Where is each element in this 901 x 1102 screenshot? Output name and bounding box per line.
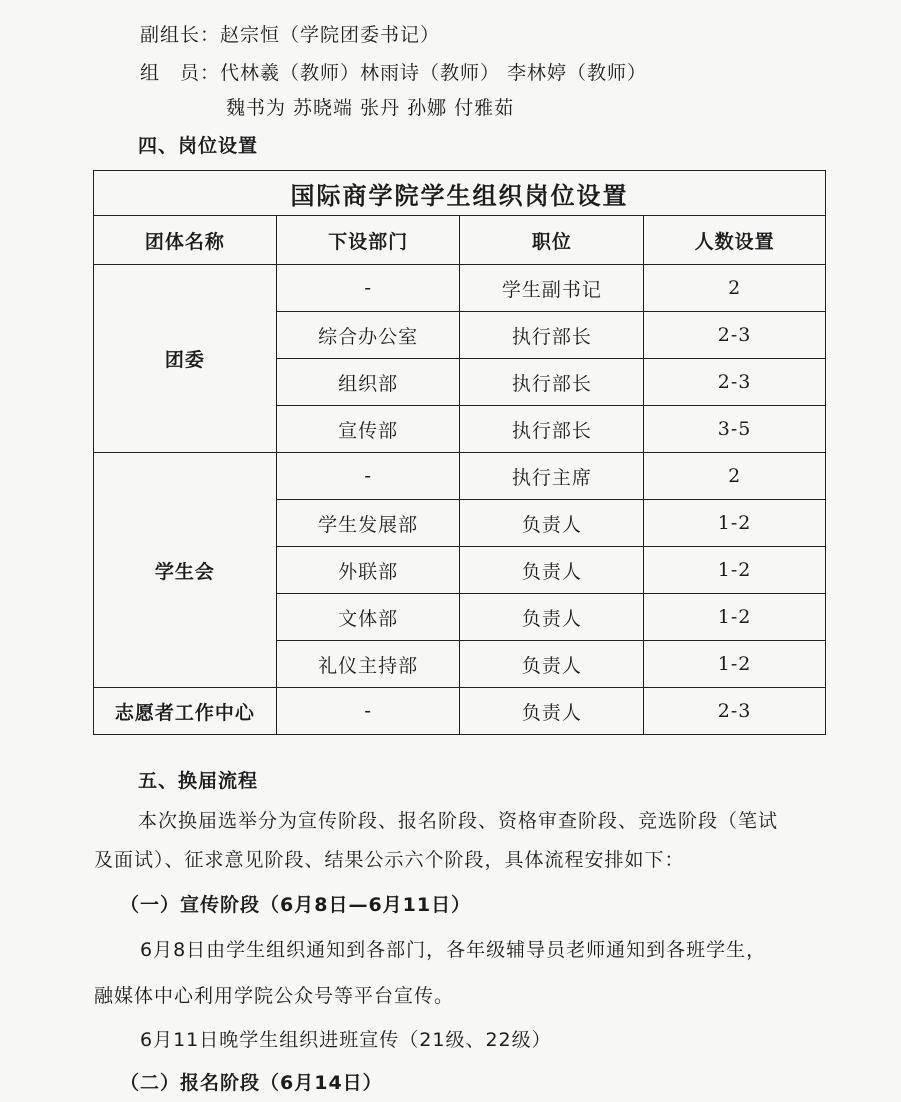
dept-cell: -	[276, 688, 460, 735]
table-row	[94, 265, 826, 312]
position-cell: 负责人	[460, 641, 644, 688]
group-name-cell: 学生会	[94, 453, 277, 688]
dept-cell: 外联部	[276, 547, 460, 594]
position-cell: 执行主席	[460, 453, 644, 500]
position-cell: 执行部长	[460, 312, 644, 359]
dept-cell: 组织部	[276, 359, 460, 406]
stage-1-paragraph-2: 6月11日晚学生组织进班宣传（21级、22级）	[140, 1029, 552, 1051]
group-name-cell: 团委	[94, 265, 277, 453]
position-cell: 负责人	[460, 500, 644, 547]
dept-cell: 宣传部	[276, 406, 460, 453]
count-cell: 2-3	[644, 312, 826, 359]
table-row	[94, 688, 826, 735]
intro-paragraph-line-2: 及面试）、征求意见阶段、结果公示六个阶段，具体流程安排如下：	[94, 849, 685, 871]
dept-cell: 学生发展部	[276, 500, 460, 547]
stage-1-paragraph-line-1: 6月8日由学生组织通知到各部门，各年级辅导员老师通知到各班学生，	[140, 939, 767, 961]
position-cell: 负责人	[460, 594, 644, 641]
members-line-continued: 魏书为 苏晓端 张丹 孙娜 付雅茹	[226, 97, 515, 119]
position-cell: 执行部长	[460, 359, 644, 406]
count-cell: 1-2	[644, 594, 826, 641]
position-cell: 负责人	[460, 547, 644, 594]
post-settings-table	[93, 170, 826, 735]
intro-paragraph-line-1: 本次换届选举分为宣传阶段、报名阶段、资格审查阶段、竞选阶段（笔试	[138, 810, 779, 832]
section-4-heading: 四、岗位设置	[138, 135, 259, 157]
column-header: 职位	[460, 216, 644, 265]
count-cell: 1-2	[644, 641, 826, 688]
stage-1-heading: （一）宣传阶段（6月8日—6月11日）	[120, 894, 472, 916]
count-cell: 1-2	[644, 547, 826, 594]
count-cell: 2-3	[644, 359, 826, 406]
count-cell: 1-2	[644, 500, 826, 547]
column-header: 下设部门	[276, 216, 460, 265]
dept-cell: -	[276, 453, 460, 500]
section-5-heading: 五、换届流程	[138, 770, 259, 792]
dept-cell: 文体部	[276, 594, 460, 641]
stage-2-heading: （二）报名阶段（6月14日）	[120, 1072, 383, 1094]
position-cell: 执行部长	[460, 406, 644, 453]
table-header-row	[94, 216, 826, 265]
position-cell: 学生副书记	[460, 265, 644, 312]
dept-cell: -	[276, 265, 460, 312]
column-header: 人数设置	[644, 216, 826, 265]
dept-cell: 综合办公室	[276, 312, 460, 359]
count-cell: 3-5	[644, 406, 826, 453]
column-header: 团体名称	[94, 216, 277, 265]
count-cell: 2	[644, 453, 826, 500]
vice-leader-line: 副组长：赵宗恒（学院团委书记）	[140, 24, 441, 46]
count-cell: 2-3	[644, 688, 826, 735]
dept-cell: 礼仪主持部	[276, 641, 460, 688]
table-row	[94, 453, 826, 500]
table-title: 国际商学院学生组织岗位设置	[94, 171, 826, 216]
group-name-cell: 志愿者工作中心	[94, 688, 277, 735]
stage-1-paragraph-line-2: 融媒体中心利用学院公众号等平台宣传。	[94, 985, 455, 1007]
count-cell: 2	[644, 265, 826, 312]
position-cell: 负责人	[460, 688, 644, 735]
members-line: 组 员：代林羲（教师）林雨诗（教师） 李林婷（教师）	[140, 62, 648, 84]
